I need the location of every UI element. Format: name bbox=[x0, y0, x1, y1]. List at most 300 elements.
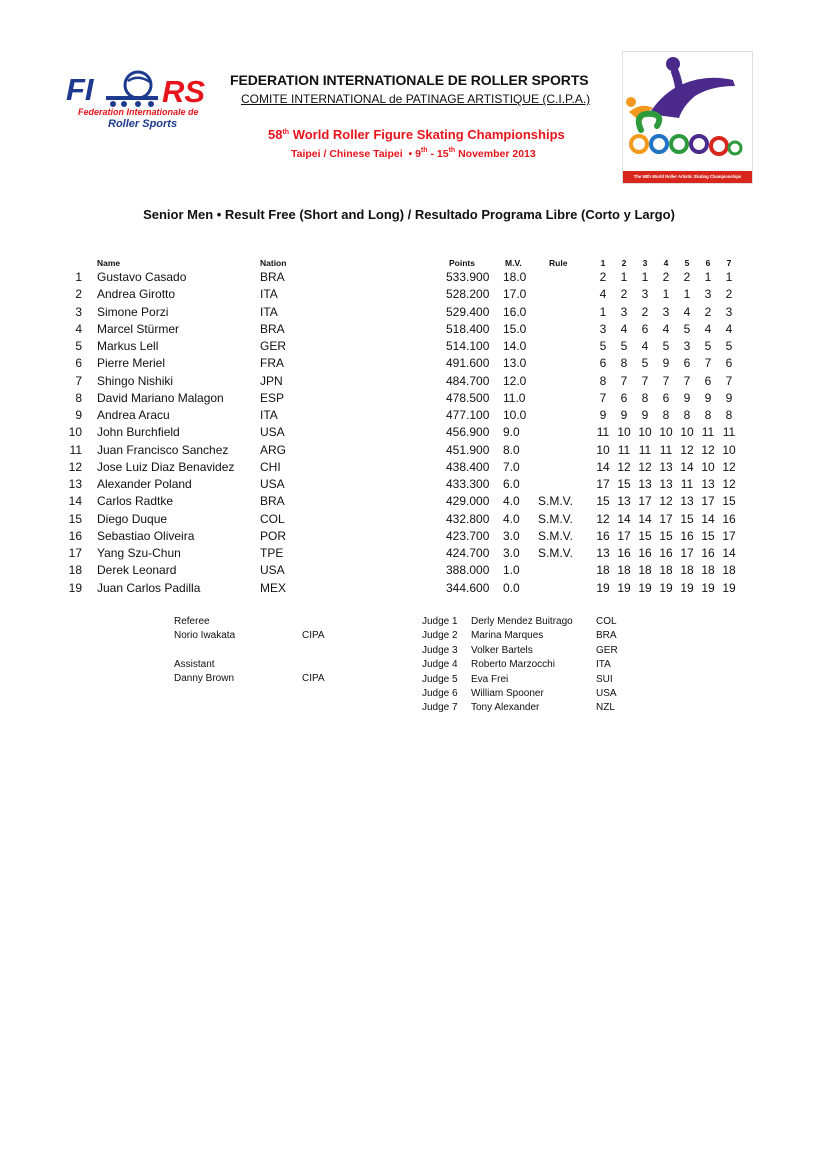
mv-cell: 16.0 bbox=[503, 304, 527, 319]
judge-placement-cell: 3 bbox=[599, 321, 607, 336]
judge-placement-cell: 5 bbox=[725, 339, 733, 353]
judge-placement-cell: 10 bbox=[722, 442, 736, 457]
judge-placement-cell: 15 bbox=[701, 528, 715, 543]
mv-cell: 4.0 bbox=[503, 494, 520, 509]
judge-placement-cell: 6 bbox=[620, 390, 628, 405]
points-cell: 514.100 bbox=[446, 339, 490, 353]
judge-placement-cell: 10 bbox=[638, 425, 652, 440]
skater-figure-icon bbox=[623, 52, 752, 170]
judge-placement-cell: 9 bbox=[662, 356, 670, 371]
judge-placement-cell: 13 bbox=[596, 546, 610, 560]
judge-placement-cell: 2 bbox=[662, 270, 670, 284]
table-row bbox=[0, 494, 818, 511]
judge-placement-cell: 16 bbox=[722, 511, 736, 526]
judge-placement-cell: 16 bbox=[659, 546, 673, 560]
judge-placement-cell: 18 bbox=[722, 563, 736, 578]
judge-placement-cell: 5 bbox=[683, 321, 691, 336]
judge-name: Tony Alexander bbox=[471, 702, 540, 714]
name-cell: Derek Leonard bbox=[97, 563, 177, 578]
name-cell: Marcel Stürmer bbox=[97, 321, 180, 336]
judge-label: Judge 6 bbox=[422, 688, 458, 699]
firs-logo bbox=[66, 68, 218, 132]
table-row bbox=[0, 270, 818, 287]
judge-placement-cell: 8 bbox=[641, 390, 649, 405]
judge-placement-cell: 12 bbox=[596, 511, 610, 526]
table-row bbox=[0, 477, 818, 494]
points-cell: 344.600 bbox=[446, 580, 490, 595]
judge-placement-cell: 6 bbox=[599, 356, 607, 371]
mv-cell: 10.0 bbox=[503, 408, 527, 422]
table-row bbox=[0, 305, 818, 322]
judge-placement-cell: 4 bbox=[683, 304, 691, 319]
points-cell: 456.900 bbox=[446, 425, 490, 440]
judge-placement-cell: 2 bbox=[641, 304, 649, 319]
header-judge-1: 1 bbox=[600, 258, 606, 268]
roller-skate-icon bbox=[106, 72, 158, 107]
points-cell: 432.800 bbox=[446, 511, 490, 526]
judge-placement-cell: 17 bbox=[722, 528, 736, 543]
rank-cell: 2 bbox=[75, 287, 82, 302]
judge-placement-cell: 1 bbox=[704, 270, 712, 284]
judge-placement-cell: 5 bbox=[599, 339, 607, 353]
result-title: Senior Men • Result Free (Short and Long) / Resultado Programa Libre (Corto y Largo) bbox=[143, 207, 675, 222]
championship-location-date: Taipei / Chinese Taipei • 9th - 15th November 2013 bbox=[291, 147, 536, 160]
judge-nation: SUI bbox=[596, 673, 613, 685]
judge-placement-cell: 2 bbox=[620, 287, 628, 302]
judge-placement-cell: 13 bbox=[701, 477, 715, 491]
points-cell: 388.000 bbox=[446, 563, 490, 578]
judge-placement-cell: 3 bbox=[620, 304, 628, 319]
name-cell: David Mariano Malagon bbox=[97, 390, 224, 405]
judge-placement-cell: 1 bbox=[683, 287, 691, 302]
judge-placement-cell: 10 bbox=[617, 425, 631, 440]
points-cell: 528.200 bbox=[446, 287, 490, 302]
name-cell: Gustavo Casado bbox=[97, 270, 187, 284]
judge-placement-cell: 11 bbox=[659, 442, 673, 457]
judge-label: Judge 7 bbox=[422, 702, 458, 714]
judge-placement-cell: 9 bbox=[599, 408, 607, 422]
judge-placement-cell: 3 bbox=[662, 304, 670, 319]
name-cell: Yang Szu-Chun bbox=[97, 546, 181, 560]
judge-placement-cell: 10 bbox=[680, 425, 694, 440]
judge-placement-cell: 11 bbox=[701, 425, 715, 440]
points-cell: 478.500 bbox=[446, 390, 490, 405]
header-mv: M.V. bbox=[505, 258, 522, 268]
mv-cell: 15.0 bbox=[503, 321, 527, 336]
header-judge-2: 2 bbox=[621, 258, 627, 268]
header-name: Name bbox=[97, 258, 121, 268]
judge-placement-cell: 1 bbox=[599, 304, 607, 319]
mv-cell: 0.0 bbox=[503, 580, 520, 595]
nation-cell: BRA bbox=[260, 270, 285, 284]
points-cell: 424.700 bbox=[446, 546, 490, 560]
judge-placement-cell: 15 bbox=[659, 528, 673, 543]
header-judge-4: 4 bbox=[663, 258, 669, 268]
name-cell: Pierre Meriel bbox=[97, 356, 166, 371]
judge-nation: NZL bbox=[596, 702, 615, 714]
referee-name: Norio Iwakata bbox=[174, 630, 236, 641]
judge-placement-cell: 15 bbox=[680, 511, 694, 526]
judge-placement-cell: 8 bbox=[662, 408, 670, 422]
rank-cell: 10 bbox=[68, 425, 82, 440]
judge-placement-cell: 10 bbox=[659, 425, 673, 440]
judge-placement-cell: 7 bbox=[641, 373, 649, 388]
judge-placement-cell: 12 bbox=[638, 459, 652, 474]
judge-placement-cell: 14 bbox=[701, 511, 715, 526]
judge-placement-cell: 9 bbox=[704, 390, 712, 405]
table-row bbox=[0, 460, 818, 477]
name-cell: Carlos Radtke bbox=[97, 494, 174, 509]
judge-placement-cell: 8 bbox=[599, 373, 607, 388]
rule-cell: S.M.V. bbox=[538, 528, 573, 543]
judge-placement-cell: 7 bbox=[620, 373, 628, 388]
judge-placement-cell: 2 bbox=[704, 304, 712, 319]
judge-placement-cell: 16 bbox=[596, 528, 610, 543]
judge-placement-cell: 18 bbox=[617, 563, 631, 578]
rank-cell: 18 bbox=[68, 563, 82, 578]
points-cell: 533.900 bbox=[446, 270, 490, 284]
judge-placement-cell: 15 bbox=[638, 528, 652, 543]
name-cell: Shingo Nishiki bbox=[97, 373, 174, 388]
judge-placement-cell: 19 bbox=[659, 580, 673, 595]
judge-nation: COL bbox=[596, 616, 617, 627]
rank-cell: 16 bbox=[68, 528, 82, 543]
judge-placement-cell: 8 bbox=[704, 408, 712, 422]
judge-placement-cell: 8 bbox=[683, 408, 691, 422]
points-cell: 438.400 bbox=[446, 459, 490, 474]
name-cell: Juan Carlos Padilla bbox=[97, 580, 201, 595]
judge-placement-cell: 10 bbox=[596, 442, 610, 457]
mv-cell: 4.0 bbox=[503, 511, 520, 526]
nation-cell: COL bbox=[260, 511, 285, 526]
name-cell: Markus Lell bbox=[97, 339, 159, 353]
judge-placement-cell: 14 bbox=[680, 459, 694, 474]
judge-placement-cell: 7 bbox=[683, 373, 691, 388]
assistant-name: Danny Brown bbox=[174, 673, 235, 684]
nation-cell: ARG bbox=[260, 442, 287, 457]
points-cell: 518.400 bbox=[446, 321, 490, 336]
mv-cell: 3.0 bbox=[503, 546, 520, 560]
nation-cell: USA bbox=[260, 477, 285, 491]
judge-nation: BRA bbox=[596, 630, 617, 642]
table-row bbox=[0, 339, 818, 356]
judge-label: Judge 4 bbox=[422, 659, 458, 671]
championship-title: 58th World Roller Figure Skating Championships bbox=[268, 127, 565, 142]
judge-placement-cell: 17 bbox=[638, 494, 652, 509]
championship-logo bbox=[622, 51, 753, 184]
points-cell: 423.700 bbox=[446, 528, 490, 543]
judge-placement-cell: 11 bbox=[680, 477, 694, 491]
judge-placement-cell: 1 bbox=[662, 287, 670, 302]
judge-placement-cell: 9 bbox=[620, 408, 628, 422]
judge-label: Judge 1 bbox=[422, 616, 458, 627]
logo-text-rs: RS bbox=[162, 74, 206, 109]
judge-placement-cell: 3 bbox=[704, 287, 712, 302]
judge-placement-cell: 18 bbox=[638, 563, 652, 578]
nation-cell: BRA bbox=[260, 494, 285, 509]
judge-placement-cell: 13 bbox=[659, 477, 673, 491]
judge-placement-cell: 6 bbox=[725, 356, 733, 371]
mv-cell: 18.0 bbox=[503, 270, 527, 284]
rule-cell: S.M.V. bbox=[538, 511, 573, 526]
judge-placement-cell: 12 bbox=[701, 442, 715, 457]
judge-placement-cell: 2 bbox=[599, 270, 607, 284]
nation-cell: FRA bbox=[260, 356, 284, 371]
judge-placement-cell: 18 bbox=[659, 563, 673, 578]
table-row bbox=[0, 443, 818, 460]
header-judge-5: 5 bbox=[684, 258, 690, 268]
judge-name: Volker Bartels bbox=[471, 644, 533, 656]
nation-cell: JPN bbox=[260, 373, 283, 388]
name-cell: Andrea Aracu bbox=[97, 408, 170, 422]
name-cell: Diego Duque bbox=[97, 511, 168, 526]
logo-subtext-2: Roller Sports bbox=[108, 118, 178, 130]
judge-placement-cell: 17 bbox=[659, 511, 673, 526]
header-judge-7: 7 bbox=[726, 258, 732, 268]
mv-cell: 7.0 bbox=[503, 459, 520, 474]
name-cell: Juan Francisco Sanchez bbox=[97, 442, 229, 457]
judge-placement-cell: 13 bbox=[680, 494, 694, 509]
name-cell: Simone Porzi bbox=[97, 304, 169, 319]
judge-placement-cell: 19 bbox=[680, 580, 694, 595]
judge-placement-cell: 9 bbox=[683, 390, 691, 405]
table-row bbox=[0, 356, 818, 373]
judge-name: William Spooner bbox=[471, 688, 544, 699]
judge-label: Judge 2 bbox=[422, 630, 458, 642]
nation-cell: TPE bbox=[260, 546, 284, 560]
table-row bbox=[0, 512, 818, 529]
table-row bbox=[0, 529, 818, 546]
table-row bbox=[0, 425, 818, 442]
table-row bbox=[0, 322, 818, 339]
header-nation: Nation bbox=[260, 258, 287, 268]
judge-placement-cell: 14 bbox=[638, 511, 652, 526]
points-cell: 433.300 bbox=[446, 477, 490, 491]
judge-placement-cell: 7 bbox=[704, 356, 712, 371]
judge-placement-cell: 17 bbox=[596, 477, 610, 491]
judge-placement-cell: 16 bbox=[617, 546, 631, 560]
judge-placement-cell: 2 bbox=[725, 287, 733, 302]
mv-cell: 13.0 bbox=[503, 356, 527, 371]
header-points: Points bbox=[449, 258, 475, 268]
judge-name: Derly Mendez Buitrago bbox=[471, 616, 573, 627]
rank-cell: 5 bbox=[75, 339, 82, 353]
header-rule: Rule bbox=[549, 258, 568, 268]
mv-cell: 11.0 bbox=[503, 390, 526, 405]
rank-cell: 12 bbox=[68, 459, 82, 474]
header-judge-6: 6 bbox=[705, 258, 711, 268]
judge-placement-cell: 12 bbox=[680, 442, 694, 457]
rank-cell: 11 bbox=[69, 442, 82, 457]
judge-placement-cell: 3 bbox=[725, 304, 733, 319]
table-row bbox=[0, 287, 818, 304]
championship-logo-banner: The 58th World Roller Artistic Skating Championships bbox=[623, 171, 752, 183]
judge-placement-cell: 14 bbox=[722, 546, 736, 560]
judge-placement-cell: 5 bbox=[641, 356, 649, 371]
judge-placement-cell: 1 bbox=[641, 270, 649, 284]
rank-cell: 14 bbox=[68, 494, 82, 509]
points-cell: 477.100 bbox=[446, 408, 490, 422]
logo-text-fi: FI bbox=[66, 72, 94, 107]
name-cell: Sebastiao Oliveira bbox=[97, 528, 195, 543]
name-cell: Jose Luiz Diaz Benavidez bbox=[97, 459, 235, 474]
judge-placement-cell: 9 bbox=[725, 390, 733, 405]
judge-placement-cell: 13 bbox=[638, 477, 652, 491]
judge-name: Marina Marques bbox=[471, 630, 544, 642]
committee-subtitle: COMITE INTERNATIONAL de PATINAGE ARTISTIQUE (C.I.P.A.) bbox=[241, 92, 591, 106]
name-cell: Alexander Poland bbox=[97, 477, 192, 491]
judge-placement-cell: 2 bbox=[683, 270, 691, 284]
judge-placement-cell: 10 bbox=[701, 459, 715, 474]
judge-placement-cell: 16 bbox=[638, 546, 652, 560]
judge-placement-cell: 5 bbox=[662, 339, 670, 353]
judge-placement-cell: 19 bbox=[638, 580, 652, 595]
table-row bbox=[0, 374, 818, 391]
rank-cell: 7 bbox=[75, 373, 82, 388]
judge-placement-cell: 18 bbox=[701, 563, 715, 578]
points-cell: 529.400 bbox=[446, 304, 490, 319]
rank-cell: 4 bbox=[75, 321, 82, 336]
judge-placement-cell: 15 bbox=[722, 494, 736, 509]
judge-placement-cell: 6 bbox=[662, 390, 670, 405]
judge-placement-cell: 5 bbox=[704, 339, 712, 353]
mv-cell: 17.0 bbox=[503, 287, 527, 302]
judge-placement-cell: 1 bbox=[620, 270, 628, 284]
name-cell: Andrea Girotto bbox=[97, 287, 176, 302]
mv-cell: 3.0 bbox=[503, 528, 520, 543]
judge-placement-cell: 14 bbox=[617, 511, 631, 526]
nation-cell: POR bbox=[260, 528, 287, 543]
referee-org: CIPA bbox=[302, 630, 325, 641]
judge-placement-cell: 8 bbox=[725, 408, 733, 422]
mv-cell: 1.0 bbox=[503, 563, 520, 578]
nation-cell: ITA bbox=[260, 408, 278, 422]
judge-placement-cell: 7 bbox=[662, 373, 670, 388]
points-cell: 491.600 bbox=[446, 356, 490, 371]
judge-placement-cell: 19 bbox=[722, 580, 736, 595]
mv-cell: 8.0 bbox=[503, 442, 520, 457]
table-row bbox=[0, 408, 818, 425]
table-row bbox=[0, 563, 818, 580]
judge-placement-cell: 3 bbox=[641, 287, 649, 302]
rank-cell: 15 bbox=[68, 511, 82, 526]
logo-subtext-1: Federation Internationale de bbox=[78, 107, 199, 117]
judge-placement-cell: 17 bbox=[680, 546, 694, 560]
table-row bbox=[0, 391, 818, 408]
judge-placement-cell: 1 bbox=[725, 270, 733, 284]
judge-placement-cell: 7 bbox=[599, 390, 607, 405]
rank-cell: 6 bbox=[75, 356, 82, 371]
rule-cell: S.M.V. bbox=[538, 494, 573, 509]
judge-placement-cell: 4 bbox=[704, 321, 712, 336]
nation-cell: ESP bbox=[260, 390, 285, 405]
nation-cell: MEX bbox=[260, 580, 287, 595]
judge-placement-cell: 5 bbox=[620, 339, 628, 353]
judge-placement-cell: 6 bbox=[683, 356, 691, 371]
judge-label: Judge 3 bbox=[422, 644, 458, 656]
judge-placement-cell: 19 bbox=[617, 580, 631, 595]
judge-placement-cell: 6 bbox=[704, 373, 712, 388]
judge-name: Eva Frei bbox=[471, 673, 509, 685]
judge-placement-cell: 9 bbox=[641, 408, 649, 422]
rank-cell: 9 bbox=[75, 408, 82, 422]
judge-placement-cell: 16 bbox=[701, 546, 715, 560]
judge-placement-cell: 17 bbox=[617, 528, 631, 543]
judge-placement-cell: 12 bbox=[722, 477, 736, 491]
judge-placement-cell: 4 bbox=[620, 321, 628, 336]
judge-placement-cell: 8 bbox=[620, 356, 628, 371]
nation-cell: CHI bbox=[260, 459, 281, 474]
judge-placement-cell: 11 bbox=[638, 442, 652, 457]
judge-placement-cell: 12 bbox=[722, 459, 736, 474]
judge-placement-cell: 18 bbox=[680, 563, 694, 578]
judge-placement-cell: 18 bbox=[596, 563, 610, 578]
judge-placement-cell: 6 bbox=[641, 321, 649, 336]
table-row bbox=[0, 546, 818, 563]
judge-placement-cell: 17 bbox=[701, 494, 715, 509]
points-cell: 451.900 bbox=[446, 442, 490, 457]
points-cell: 484.700 bbox=[446, 373, 490, 388]
judge-placement-cell: 3 bbox=[683, 339, 691, 353]
judge-placement-cell: 11 bbox=[596, 425, 610, 440]
mv-cell: 9.0 bbox=[503, 425, 520, 440]
judge-placement-cell: 11 bbox=[617, 442, 631, 457]
judge-placement-cell: 19 bbox=[701, 580, 715, 595]
rank-cell: 17 bbox=[68, 546, 82, 560]
judge-placement-cell: 7 bbox=[725, 373, 733, 388]
judge-nation: USA bbox=[596, 688, 617, 699]
nation-cell: USA bbox=[260, 425, 285, 440]
judge-placement-cell: 12 bbox=[659, 494, 673, 509]
name-cell: John Burchfield bbox=[97, 425, 180, 440]
header-judge-3: 3 bbox=[642, 258, 648, 268]
judge-placement-cell: 13 bbox=[659, 459, 673, 474]
judge-placement-cell: 15 bbox=[596, 494, 610, 509]
judge-placement-cell: 13 bbox=[617, 494, 631, 509]
points-cell: 429.000 bbox=[446, 494, 490, 509]
judge-nation: ITA bbox=[596, 659, 611, 671]
judge-label: Judge 5 bbox=[422, 673, 458, 685]
judge-placement-cell: 15 bbox=[617, 477, 631, 491]
rank-cell: 1 bbox=[75, 270, 82, 284]
referee-label: Referee bbox=[174, 616, 210, 627]
judge-nation: GER bbox=[596, 644, 618, 656]
nation-cell: ITA bbox=[260, 287, 278, 302]
judge-placement-cell: 11 bbox=[722, 425, 736, 440]
federation-title: FEDERATION INTERNATIONALE DE ROLLER SPORTS bbox=[230, 72, 589, 88]
table-row bbox=[0, 581, 818, 598]
judge-name: Roberto Marzocchi bbox=[471, 659, 555, 671]
nation-cell: GER bbox=[260, 339, 287, 353]
judge-placement-cell: 4 bbox=[599, 287, 607, 302]
nation-cell: BRA bbox=[260, 321, 285, 336]
rank-cell: 13 bbox=[68, 477, 82, 491]
mv-cell: 12.0 bbox=[503, 373, 527, 388]
judge-placement-cell: 16 bbox=[680, 528, 694, 543]
rank-cell: 3 bbox=[75, 304, 82, 319]
assistant-org: CIPA bbox=[302, 673, 325, 684]
judge-placement-cell: 14 bbox=[596, 459, 610, 474]
assistant-label: Assistant bbox=[174, 659, 215, 670]
mv-cell: 6.0 bbox=[503, 477, 520, 491]
judge-placement-cell: 4 bbox=[641, 339, 649, 353]
judge-placement-cell: 4 bbox=[662, 321, 670, 336]
nation-cell: ITA bbox=[260, 304, 278, 319]
rule-cell: S.M.V. bbox=[538, 546, 573, 560]
rank-cell: 8 bbox=[75, 390, 82, 405]
judge-placement-cell: 12 bbox=[617, 459, 631, 474]
judge-placement-cell: 4 bbox=[725, 321, 733, 336]
